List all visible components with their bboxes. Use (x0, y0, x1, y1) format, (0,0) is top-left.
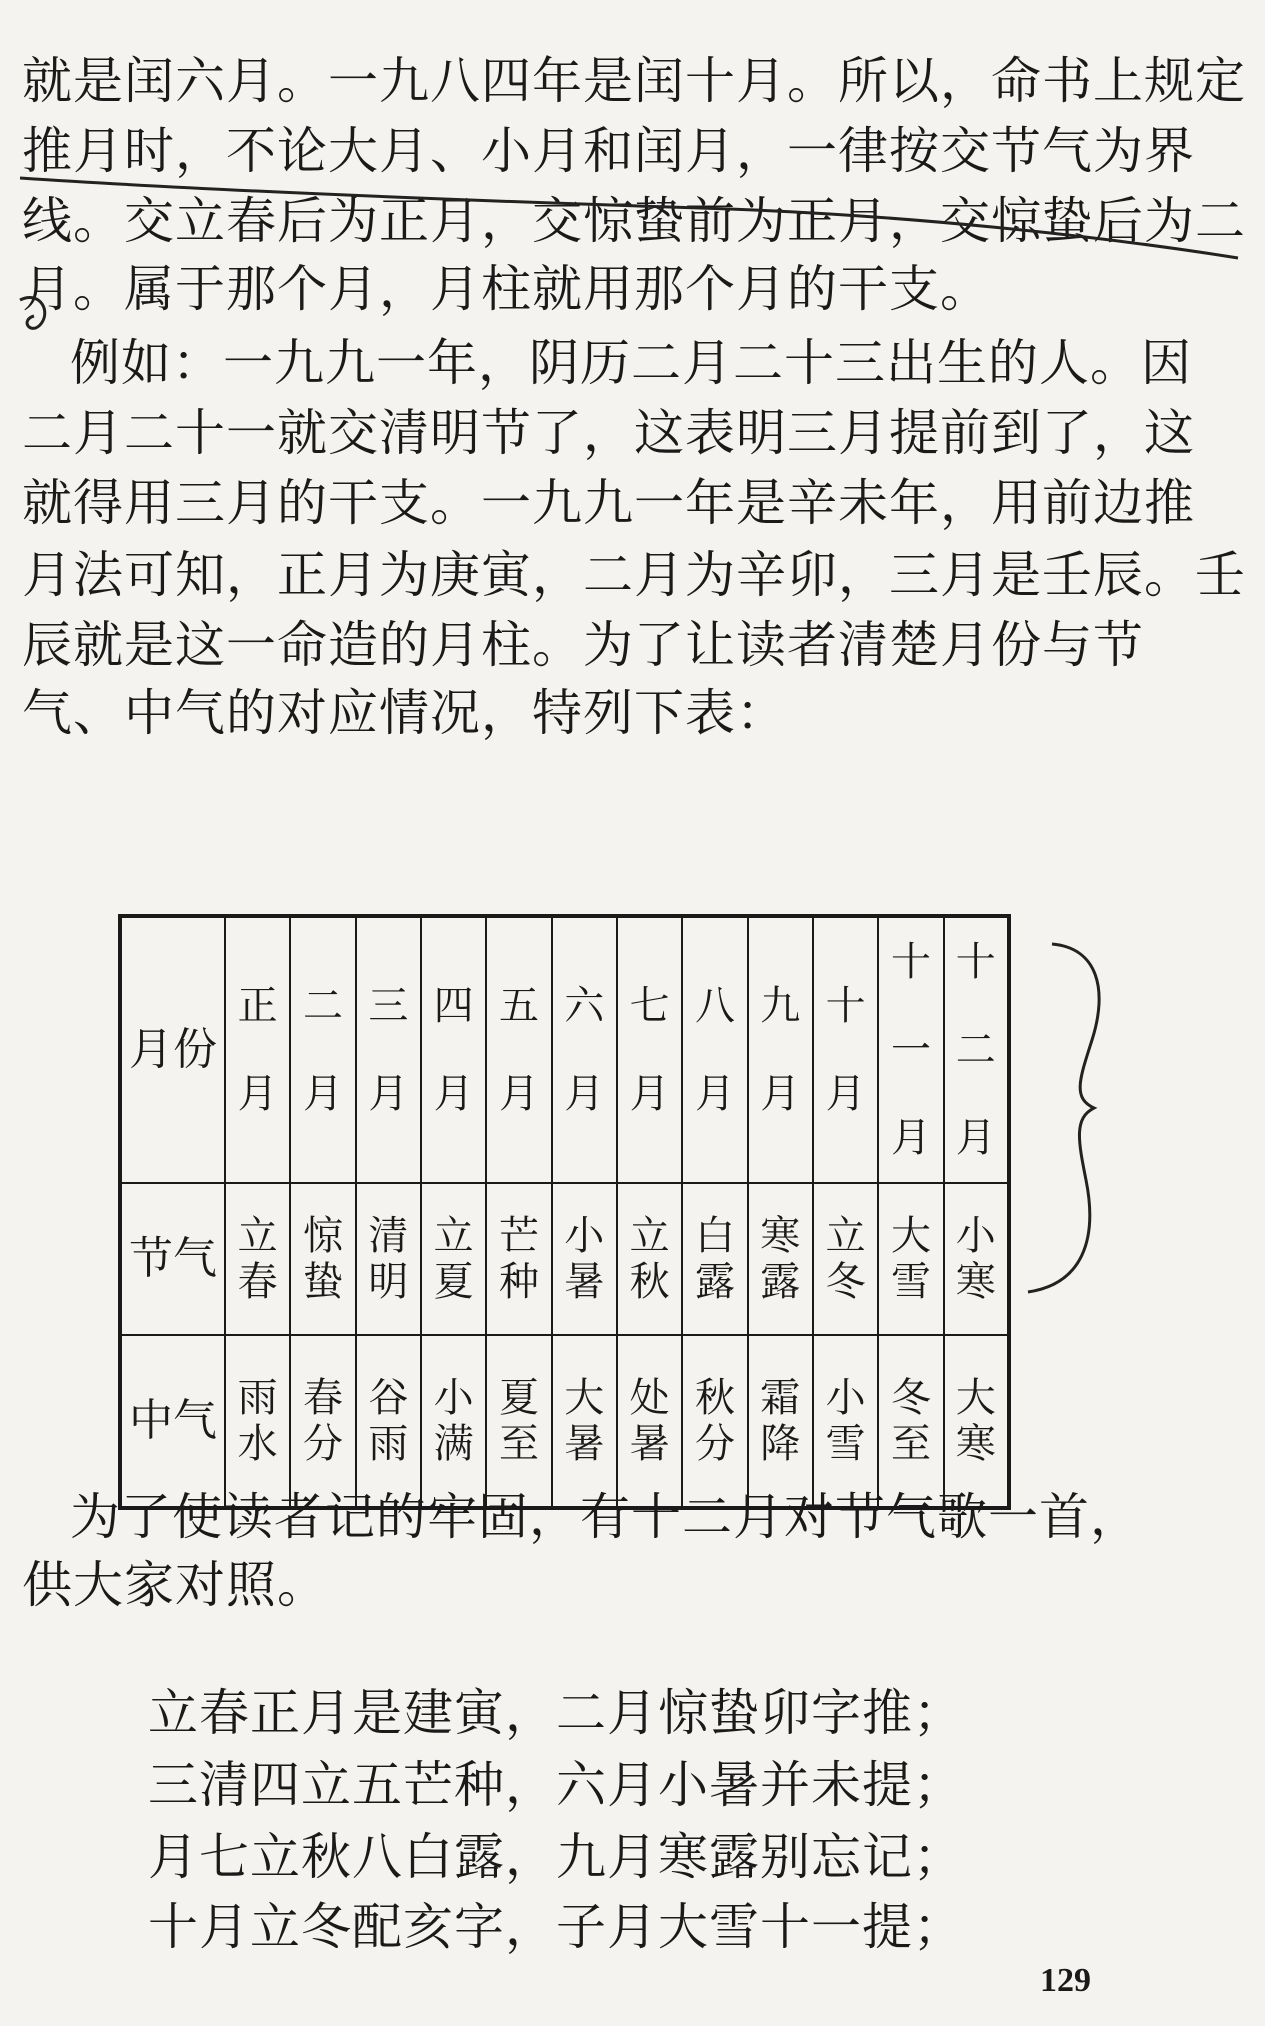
zhongqi-row (120, 1335, 1009, 1508)
page-number: 129 (1040, 1962, 1091, 1999)
jieqi-cell-text: 小暑 (564, 1213, 605, 1305)
jieqi-cell-text: 清明 (368, 1213, 409, 1305)
month-cell (552, 916, 617, 1183)
jieqi-cell (356, 1183, 421, 1335)
month-cell-text: 九月 (760, 983, 801, 1117)
poem-line: 月七立秋八白露，九月寒露别忘记； (148, 1828, 964, 1886)
zhongqi-cell-text: 春分 (302, 1375, 343, 1467)
jieqi-cell-text: 立冬 (825, 1213, 866, 1305)
month-cell (617, 916, 682, 1183)
jieqi-cell (682, 1183, 747, 1335)
month-cell (486, 916, 551, 1183)
zhongqi-cell (813, 1335, 878, 1508)
month-cell (748, 916, 813, 1183)
body-line: 气、中气的对应情况，特列下表： (22, 684, 787, 742)
body-line: 为了使读者记的牢固，有十二月对节气歌一首， (70, 1488, 1141, 1546)
month-cell (878, 916, 943, 1183)
poem-line: 十月立冬配亥字，子月大雪十一提； (148, 1898, 964, 1956)
month-cell (290, 916, 355, 1183)
zhongqi-cell-text: 处暑 (629, 1375, 670, 1467)
body-line: 月法可知，正月为庚寅，二月为辛卯，三月是壬辰。壬 (22, 546, 1246, 604)
pen-curly-bracket (1028, 944, 1099, 1292)
month-cell-text: 五月 (498, 983, 539, 1117)
zhongqi-cell-text: 雨水 (237, 1375, 278, 1467)
poem-line: 立春正月是建寅，二月惊蛰卯字推； (148, 1684, 964, 1742)
jieqi-cell (878, 1183, 943, 1335)
month-cell-text: 八月 (694, 983, 735, 1117)
zhongqi-cell-text: 小满 (433, 1375, 474, 1467)
body-line: 供大家对照。 (22, 1556, 328, 1614)
month-cell-text: 十二月 (955, 939, 996, 1161)
body-line: 推月时，不论大月、小月和闰月，一律按交节气为界 (22, 122, 1195, 180)
zhongqi-cell-text: 谷雨 (368, 1375, 409, 1467)
month-cell-text: 十月 (825, 983, 866, 1117)
zhongqi-cell (290, 1335, 355, 1508)
row-header-jieqi: 节气 (120, 1183, 225, 1335)
month-cell (813, 916, 878, 1183)
zhongqi-cell (944, 1335, 1009, 1508)
zhongqi-cell (225, 1335, 290, 1508)
jieqi-cell-text: 大雪 (890, 1213, 931, 1305)
jieqi-cell (225, 1183, 290, 1335)
jieqi-cell-text: 立夏 (433, 1213, 474, 1305)
body-line: 就得用三月的干支。一九九一年是辛未年，用前边推 (22, 474, 1195, 532)
month-cell (682, 916, 747, 1183)
jieqi-cell-text: 立春 (237, 1213, 278, 1305)
zhongqi-cell (617, 1335, 682, 1508)
zhongqi-cell-text: 冬至 (890, 1375, 931, 1467)
month-cell-text: 正月 (237, 983, 278, 1117)
month-cell (421, 916, 486, 1183)
month-cell (944, 916, 1009, 1183)
zhongqi-cell-text: 大寒 (955, 1375, 996, 1467)
jieqi-cell (290, 1183, 355, 1335)
jieqi-cell-text: 小寒 (955, 1213, 996, 1305)
month-cell (225, 916, 290, 1183)
jieqi-cell-text: 寒露 (760, 1213, 801, 1305)
poem-line: 三清四立五芒种，六月小暑并未提； (148, 1756, 964, 1814)
month-cell-text: 七月 (629, 983, 670, 1117)
body-line: 月。属于那个月，月柱就用那个月的干支。 (22, 260, 991, 318)
row-header-zhongqi: 中气 (120, 1335, 225, 1508)
row-header-month: 月份 (120, 916, 225, 1183)
month-row (120, 916, 1009, 1183)
zhongqi-cell-text: 秋分 (694, 1375, 735, 1467)
zhongqi-cell-text: 大暑 (564, 1375, 605, 1467)
zhongqi-cell-text: 小雪 (825, 1375, 866, 1467)
month-cell-text: 十一月 (890, 939, 931, 1161)
body-line: 就是闰六月。一九八四年是闰十月。所以，命书上规定 (22, 52, 1246, 110)
jieqi-cell (617, 1183, 682, 1335)
jieqi-cell-text: 惊蛰 (302, 1213, 343, 1305)
zhongqi-cell (356, 1335, 421, 1508)
jieqi-cell (748, 1183, 813, 1335)
month-cell-text: 二月 (302, 983, 343, 1117)
body-line: 线。交立春后为正月，交惊蛰前为正月，交惊蛰后为二 (22, 192, 1246, 250)
jieqi-cell-text: 芒种 (498, 1213, 539, 1305)
zhongqi-cell (878, 1335, 943, 1508)
body-line: 二月二十一就交清明节了，这表明三月提前到了，这 (22, 404, 1195, 462)
jieqi-row (120, 1183, 1009, 1335)
jieqi-cell (552, 1183, 617, 1335)
jieqi-cell (421, 1183, 486, 1335)
month-cell-text: 四月 (433, 983, 474, 1117)
body-line: 例如：一九九一年，阴历二月二十三出生的人。因 (70, 334, 1192, 392)
month-cell-text: 三月 (368, 983, 409, 1117)
zhongqi-cell (552, 1335, 617, 1508)
month-cell (356, 916, 421, 1183)
jieqi-cell (486, 1183, 551, 1335)
month-cell-text: 六月 (564, 983, 605, 1117)
zhongqi-cell-text: 霜降 (760, 1375, 801, 1467)
zhongqi-cell-text: 夏至 (498, 1375, 539, 1467)
jieqi-cell (944, 1183, 1009, 1335)
zhongqi-cell (748, 1335, 813, 1508)
jieqi-cell-text: 立秋 (629, 1213, 670, 1305)
zhongqi-cell (421, 1335, 486, 1508)
body-line: 辰就是这一命造的月柱。为了让读者清楚月份与节 (22, 616, 1144, 674)
zhongqi-cell (682, 1335, 747, 1508)
zhongqi-cell (486, 1335, 551, 1508)
jieqi-cell-text: 白露 (694, 1213, 735, 1305)
jieqi-cell (813, 1183, 878, 1335)
month-solar-term-table (118, 914, 1011, 1510)
